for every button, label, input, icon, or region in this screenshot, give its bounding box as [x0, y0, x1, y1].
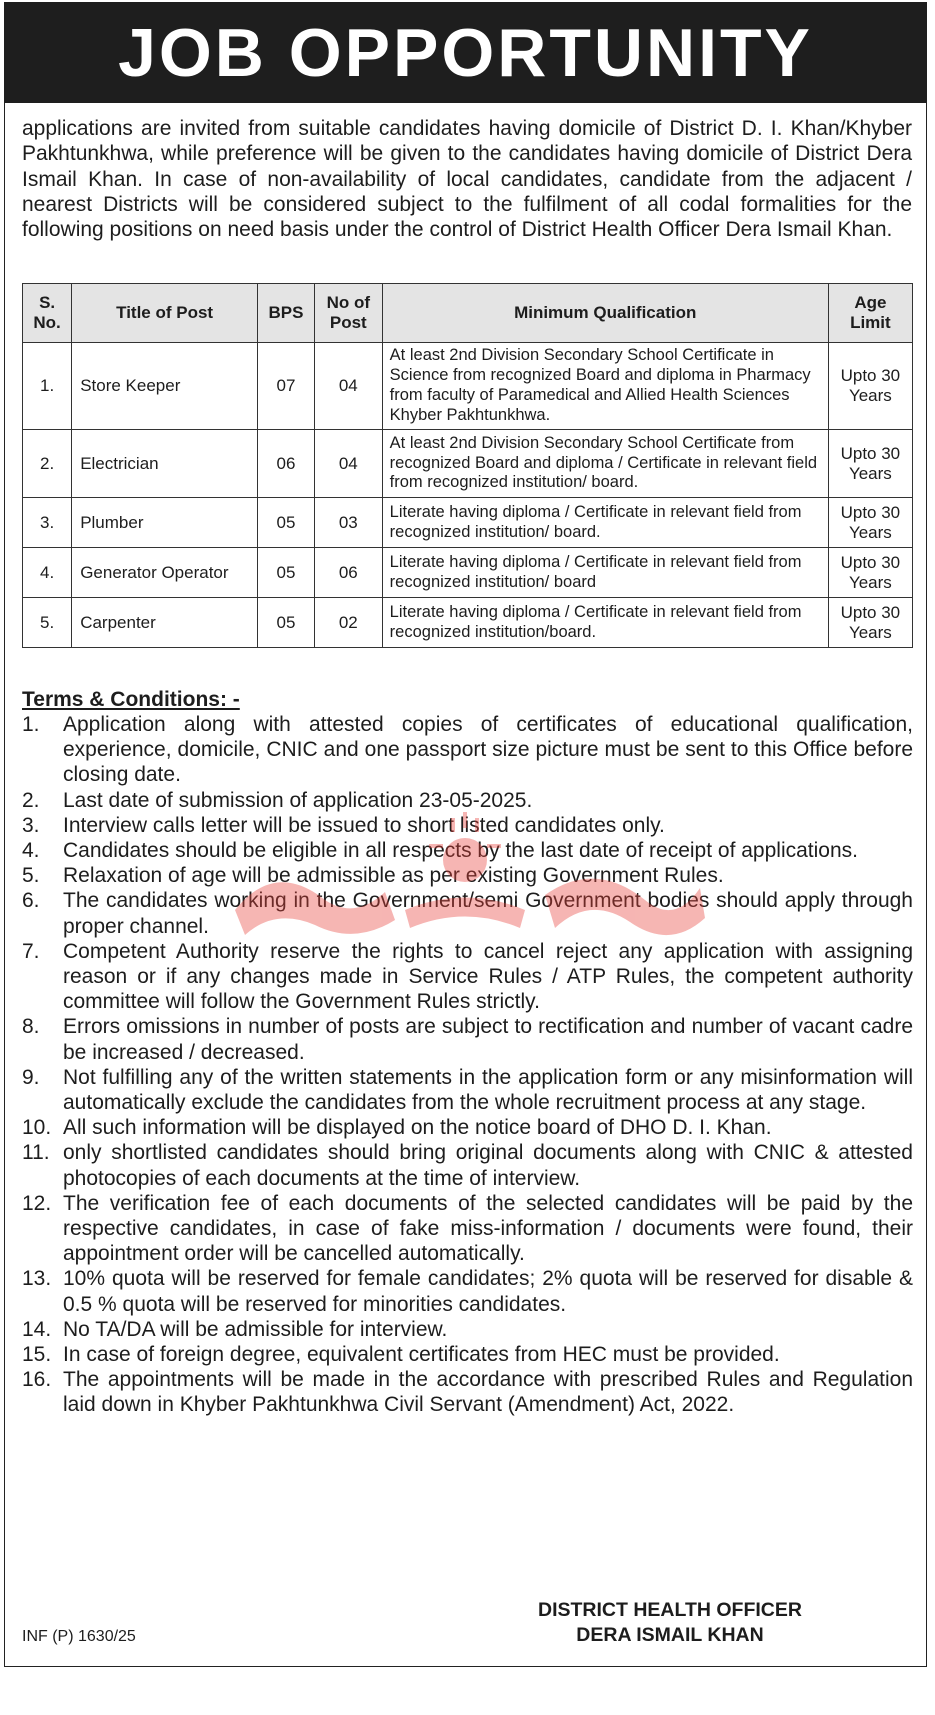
- ad-title: JOB OPPORTUNITY: [118, 15, 813, 91]
- term-number: 10.: [22, 1116, 52, 1140]
- cell-sno: 1.: [23, 343, 72, 430]
- cell-title: Plumber: [72, 498, 258, 548]
- list-item: [22, 1065, 913, 1115]
- cell-bps: 05: [258, 548, 315, 598]
- term-number: 9.: [22, 1065, 40, 1089]
- cell-qualification: At least 2nd Division Secondary School Certificate from recognized Board and diploma / Certificate in relevant field from recognized institution/ board.: [382, 430, 828, 498]
- term-number: 7.: [22, 939, 40, 963]
- term-text: 10% quota will be reserved for female candidates; 2% quota will be reserved for disable & 0.5 % quota will be reserved for minorities candidates.: [63, 1267, 913, 1316]
- terms-heading: Terms & Conditions: -: [22, 688, 240, 711]
- terms-list: [22, 712, 913, 1418]
- term-number: 2.: [22, 788, 40, 812]
- cell-age: Upto 30 Years: [828, 430, 912, 498]
- list-item: [22, 1266, 913, 1316]
- cell-bps: 05: [258, 598, 315, 648]
- list-item: [22, 863, 913, 888]
- list-item: [22, 1367, 913, 1417]
- list-item: [22, 1140, 913, 1190]
- col-header-no-of-post: No of Post: [314, 284, 382, 343]
- term-number: 5.: [22, 864, 40, 888]
- cell-title: Generator Operator: [72, 548, 258, 598]
- term-number: 15.: [22, 1343, 52, 1367]
- table-header-row: [23, 284, 913, 343]
- col-header-age-limit: Age Limit: [828, 284, 912, 343]
- term-text: All such information will be displayed on the notice board of DHO D. I. Khan.: [63, 1116, 772, 1140]
- intro-paragraph: applications are invited from suitable candidates having domicile of District D. I. Khan/Khyber Pakhtunkhwa, while preference will be given to the candidates having domicile of District Dera Ismail Khan. In case of non-availability of local candidates, candidate from the adjacent / nearest Districts will be considered subject to the fulfilment of all codal formalities for the following positions on need basis under the control of District Health Officer Dera Ismail Khan.: [22, 117, 912, 242]
- cell-posts: 06: [314, 548, 382, 598]
- term-text: Application along with attested copies of certificates of educational qualification, experience, domicile, CNIC and one passport size picture must be sent to this Office before closing date.: [63, 713, 913, 787]
- list-item: [22, 1014, 913, 1064]
- cell-qualification: At least 2nd Division Secondary School Certificate in Science from recognized Board and diploma in Pharmacy from faculty of Paramedical and Allied Health Sciences Khyber Pakhtunkhwa.: [382, 343, 828, 430]
- header-banner: [4, 2, 927, 103]
- term-number: 12.: [22, 1191, 52, 1215]
- list-item: [22, 1115, 913, 1140]
- term-text: Last date of submission of application 23-05-2025.: [63, 788, 533, 812]
- cell-posts: 02: [314, 598, 382, 648]
- term-text: No TA/DA will be admissible for interview.: [63, 1317, 448, 1341]
- cell-sno: 3.: [23, 498, 72, 548]
- term-number: 4.: [22, 839, 40, 863]
- term-number: 16.: [22, 1368, 52, 1392]
- table-row: [23, 498, 913, 548]
- term-number: 3.: [22, 813, 40, 837]
- positions-table: [22, 283, 913, 648]
- term-text: Competent Authority reserve the rights to cancel reject any application with assigning reason or if any changes made in Service Rules / ATP Rules, the competent authority committee will follow the Government Rules strictly.: [63, 939, 913, 1014]
- term-text: The appointments will be made in the accordance with prescribed Rules and Regulation laid down in Khyber Pakhtunkhwa Civil Servant (Amendment) Act, 2022.: [63, 1368, 913, 1417]
- term-text: The verification fee of each documents of the selected candidates will be paid by the respective candidates, in case of fake miss-information / documents were found, their appointment order will be cancelled automatically.: [63, 1191, 913, 1266]
- term-text: In case of foreign degree, equivalent certificates from HEC must be provided.: [63, 1343, 780, 1367]
- reference-number: INF (P) 1630/25: [22, 1628, 136, 1645]
- col-header-sno: S. No.: [23, 284, 72, 343]
- cell-qualification: Literate having diploma / Certificate in relevant field from recognized institution/ board: [382, 548, 828, 598]
- cell-age: Upto 30 Years: [828, 598, 912, 648]
- term-number: 11.: [22, 1141, 50, 1165]
- cell-age: Upto 30 Years: [828, 498, 912, 548]
- cell-qualification: Literate having diploma / Certificate in relevant field from recognized institution/ board.: [382, 498, 828, 548]
- signatory-title: DISTRICT HEALTH OFFICER: [538, 1599, 802, 1621]
- term-number: 14.: [22, 1317, 52, 1341]
- cell-title: Store Keeper: [72, 343, 258, 430]
- cell-sno: 4.: [23, 548, 72, 598]
- term-text: Candidates should be eligible in all respects by the last date of receipt of applications.: [63, 839, 858, 863]
- list-item: [22, 888, 913, 938]
- term-text: The candidates working in the Government/semi Government bodies should apply through proper channel.: [63, 889, 913, 938]
- term-text: only shortlisted candidates should bring original documents along with CNIC & attested photocopies of each documents at the time of interview.: [63, 1141, 913, 1190]
- cell-title: Electrician: [72, 430, 258, 498]
- term-number: 1.: [22, 713, 40, 736]
- table-row: [23, 548, 913, 598]
- term-text: Not fulfilling any of the written statements in the application form or any misinformation will automatically exclude the candidates from the whole recruitment process at any stage.: [63, 1065, 913, 1115]
- term-text: Relaxation of age will be admissible as per existing Government Rules.: [63, 864, 724, 888]
- cell-age: Upto 30 Years: [828, 343, 912, 430]
- cell-qualification: Literate having diploma / Certificate in relevant field from recognized institution/board.: [382, 598, 828, 648]
- list-item: [22, 1191, 913, 1267]
- table-row: [23, 598, 913, 648]
- list-item: [22, 1317, 913, 1342]
- cell-posts: 04: [314, 343, 382, 430]
- table-row: [23, 430, 913, 498]
- cell-posts: 04: [314, 430, 382, 498]
- cell-sno: 2.: [23, 430, 72, 498]
- term-text: Errors omissions in number of posts are subject to rectification and number of vacant cadre be increased / decreased.: [63, 1015, 913, 1064]
- cell-bps: 06: [258, 430, 315, 498]
- signature-block: [500, 1598, 840, 1648]
- cell-posts: 03: [314, 498, 382, 548]
- list-item: [22, 788, 913, 813]
- cell-bps: 07: [258, 343, 315, 430]
- list-item: [22, 838, 913, 863]
- list-item: [22, 939, 913, 1015]
- cell-title: Carpenter: [72, 598, 258, 648]
- col-header-title: Title of Post: [72, 284, 258, 343]
- list-item: [22, 813, 913, 838]
- col-header-qualification: Minimum Qualification: [382, 284, 828, 343]
- list-item: [22, 1342, 913, 1367]
- cell-bps: 05: [258, 498, 315, 548]
- col-header-bps: BPS: [258, 284, 315, 343]
- term-number: 13.: [22, 1267, 52, 1291]
- signatory-location: DERA ISMAIL KHAN: [576, 1624, 764, 1646]
- list-item: [22, 712, 913, 788]
- term-number: 6.: [22, 889, 40, 913]
- cell-age: Upto 30 Years: [828, 548, 912, 598]
- term-number: 8.: [22, 1015, 40, 1039]
- table-row: [23, 343, 913, 430]
- cell-sno: 5.: [23, 598, 72, 648]
- term-text: Interview calls letter will be issued to short listed candidates only.: [63, 813, 665, 837]
